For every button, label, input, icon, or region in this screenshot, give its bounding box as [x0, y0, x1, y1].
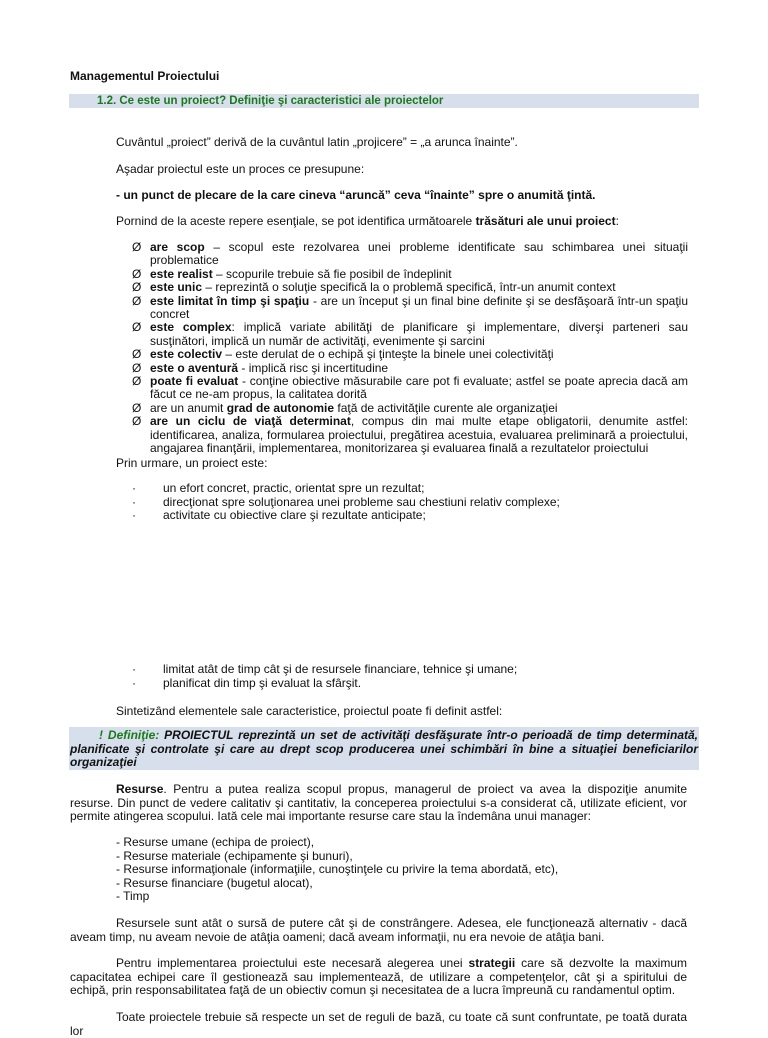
section-heading-bar: [69, 94, 699, 108]
arrow-symbol-icon: Ø: [132, 266, 142, 281]
trait-item: Ø este unic – reprezintă o soluţie specifică la o problemă specifică, într-un anumit context: [132, 280, 616, 295]
bullet-icon: ·: [132, 481, 136, 495]
list-item: · direcţionat spre soluţionarea unei probleme sau chestiuni relativ complexe;: [132, 494, 560, 509]
rules-paragraph: Toate proiectele trebuie să respecte un set de reguli de bază, cu toate că sunt confruntate, pe toată durata lor: [70, 1010, 687, 1038]
resources-intro: . Pentru a putea realiza scopul propus, managerul de proiect va avea la dispoziţie anumite resurse. Din punct de vedere calitativ şi cantitativ, la conceperea proiectului s-a considerat că, utilizate eficient, vor permite atingerea scopului. Iată cele mai importante resurse care stau la îndemâna unui manager:: [70, 782, 687, 824]
trait-item: Ø are scop – scopul este rezolvarea unei probleme identificate sau schimbarea unei situaţii problematice: [132, 240, 688, 268]
consequence-list-a: [132, 482, 652, 523]
trait-item: Ø are un anumit grad de autonomie faţă de activităţile curente ale organizaţiei: [132, 400, 558, 415]
list-item: · planificat din timp şi evaluat la sfârşit.: [132, 675, 362, 690]
arrow-symbol-icon: Ø: [132, 347, 142, 362]
resources-title: Resurse: [116, 782, 164, 796]
strategy-bold: strategii: [468, 956, 516, 970]
intro-paragraph-2: Aşadar proiectul este un proces ce presupune:: [116, 162, 365, 176]
arrow-symbol-icon: Ø: [132, 240, 142, 254]
section-heading: 1.2. Ce este un proiect? Definiţie şi caracteristici ale proiectelor: [97, 95, 444, 107]
list-item: - Resurse umane (echipa de proiect),: [116, 835, 315, 849]
trait-item: Ø este colectiv – este derulat de o echipă şi ţinteşte la binele unei colectivităţi: [132, 347, 554, 362]
intro-paragraph-1: Cuvântul „proiect” derivă de la cuvântul latin „projicere” = „a arunca înainte”.: [116, 135, 518, 149]
list-item: - Resurse financiare (bugetul alocat),: [116, 875, 313, 890]
list-item: · activitate cu obiective clare şi rezultate anticipate;: [132, 508, 426, 522]
bullet-icon: ·: [132, 494, 136, 509]
definition-body: PROIECTUL reprezintă un set de activităţi desfăşurate într-o perioadă de timp determinată, planificate şi controlate şi care au drept scop producerea unei schimbări în bine a situaţiei beneficiarilor organizaţiei: [70, 728, 698, 769]
arrow-symbol-icon: Ø: [132, 293, 142, 308]
document-title: Managementul Proiectului: [70, 69, 220, 83]
traits-lead-end: :: [615, 214, 619, 228]
arrow-symbol-icon: Ø: [132, 320, 142, 335]
definition-text: [70, 729, 698, 770]
list-item: · un efort concret, practic, orientat spre un rezultat;: [132, 481, 425, 495]
consequence-lead: Prin urmare, un proiect este:: [116, 456, 268, 470]
trait-item: Ø are un ciclu de viaţă determinat, compus din mai multe etape obligatorii, denumite astfel: identificarea, analiza, formularea proiectului, pregătirea acestuia, evaluarea preliminară a proiectului, angajarea finanţării, implementarea, monitorizarea şi evaluarea finală a rezultatelor proiectului: [132, 414, 689, 456]
list-item: · limitat atât de timp cât şi de resursele financiare, tehnice şi umane;: [132, 662, 518, 676]
resources-paragraph-2: Resursele sunt atât o sursă de putere cât şi de constrângere. Adesea, ele funcţionează alternativ - dacă aveam timp, nu aveam nevoie de atâţia oameni; dacă aveam informaţii, nu era nevoie de atâţia bani.: [70, 916, 687, 944]
bullet-icon: ·: [132, 662, 136, 676]
list-item: - Resurse materiale (echipamente şi bunuri),: [116, 848, 353, 863]
trait-item: Ø este o aventură - implică risc şi incertitudine: [132, 360, 389, 375]
definition-box: [69, 727, 699, 770]
trait-item: Ø este limitat în timp şi spaţiu - are un început şi un final bine definite şi se desfăşoară într-un spaţiu concret: [132, 293, 688, 322]
trait-item: Ø este complex: implică variate abilităţi de planificare şi implementare, diverşi parteneri sau susţinători, implică un număr de activităţi, evenimente şi sarcini: [132, 320, 689, 348]
traits-lead-text: Pornind de la aceste repere esenţiale, se pot identifica următoarele: [116, 214, 476, 228]
traits-lead: [116, 214, 706, 228]
traits-lead-bold: trăsături ale unui proiect: [475, 214, 616, 228]
list-item: - Resurse informaţionale (informaţiile, cunoştinţele cu privire la tema abordată, etc),: [116, 862, 559, 876]
intro-paragraph-3: - un punct de plecare de la care cineva “aruncă” ceva “înainte” spre o anumită ţintă.: [116, 188, 596, 202]
synthesis-paragraph: Sintetizând elementele sale caracteristice, proiectul poate fi definit astfel:: [116, 704, 503, 718]
strategy-paragraph: Pentru implementarea proiectului este necesară alegerea unei strategii care să dezvolte la maximum capacitatea echipei care îl gestionează sau implementează, de utilizare a competenţelor, cât şi a spiritului de echipă, prin responsabilitatea faţă de un obiectiv comun şi necesitatea de a lucra împreună cu randamentul optim.: [70, 956, 688, 998]
arrow-symbol-icon: Ø: [132, 374, 142, 389]
bullet-icon: ·: [132, 508, 136, 522]
resources-paragraph: [70, 783, 687, 824]
consequence-list-b: [132, 663, 652, 690]
bullet-icon: ·: [132, 675, 136, 690]
traits-list: [132, 241, 688, 456]
resources-list: [116, 836, 558, 904]
definition-heading: ! Definiţie:: [99, 728, 160, 742]
arrow-symbol-icon: Ø: [132, 360, 142, 375]
arrow-symbol-icon: Ø: [132, 400, 142, 415]
arrow-symbol-icon: Ø: [132, 414, 142, 429]
trait-item: Ø poate fi evaluat - conţine obiective măsurabile care pot fi evaluate; astfel se poate aprecia dacă am făcut ce ne-am propus, la calitatea dorită: [132, 374, 688, 402]
arrow-symbol-icon: Ø: [132, 280, 142, 295]
list-item: - Timp: [116, 889, 150, 903]
trait-item: Ø este realist – scopurile trebuie să fie posibil de îndeplinit: [132, 266, 452, 281]
